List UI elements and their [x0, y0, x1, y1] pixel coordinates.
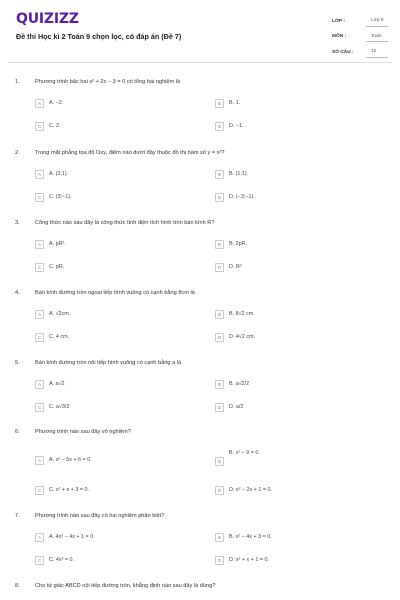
option-b[interactable]: [215, 169, 248, 179]
question-text: Trong mặt phẳng tọa độ Oxy, điểm nào dưới đây thuộc đồ thị hàm số y = x²?: [35, 150, 225, 156]
option-b[interactable]: [215, 239, 247, 249]
header-divider: [8, 62, 392, 63]
option-a[interactable]: [35, 532, 95, 542]
option-text: C. 2.: [49, 123, 61, 129]
option-letter-box: B: [215, 457, 224, 466]
question-number: 1.: [15, 79, 20, 85]
option-d[interactable]: [215, 192, 255, 202]
option-letter-box: C: [35, 193, 44, 202]
option-letter-box: A: [35, 380, 44, 389]
option-text: D. −1.: [229, 123, 244, 129]
meta-value: Toán: [366, 31, 388, 42]
question-text: Phương trình nào sau đây có hai nghiệm phân biệt?: [35, 513, 165, 519]
question-text: Phương trình nào sau đây vô nghiệm?: [35, 429, 131, 435]
option-text: C. x² + x + 3 = 0.: [49, 487, 89, 493]
option-text: A. pR².: [49, 241, 66, 247]
question-number: 8.: [15, 583, 20, 589]
option-text: B. 2pR.: [229, 241, 247, 247]
option-b[interactable]: [215, 309, 255, 319]
option-text: B. 1.: [229, 100, 241, 106]
option-text: D. 4√2 cm.: [229, 334, 256, 340]
option-d[interactable]: [215, 121, 244, 131]
question-text: Bán kính đường tròn ngoại tiếp hình vuông có cạnh bằng 8cm là: [35, 290, 195, 296]
option-letter-box: B: [215, 533, 224, 542]
meta-panel: [332, 14, 388, 61]
option-a[interactable]: [35, 379, 65, 389]
page-title: Đề thi Học kì 2 Toán 9 chọn lọc, có đáp án (Đề 7): [16, 32, 182, 41]
option-text: D. (−3;−1).: [229, 194, 255, 200]
option-letter-box: B: [215, 310, 224, 319]
question-text: Phương trình bậc hai x² + 2x − 3 = 0 có tổng hai nghiệm là: [35, 79, 181, 85]
option-c[interactable]: [35, 485, 89, 495]
option-text: D. R²: [229, 264, 242, 270]
option-letter-box: B: [215, 240, 224, 249]
option-text: D. a/2: [229, 404, 244, 410]
option-letter-box: C: [35, 263, 44, 272]
meta-row-class: [332, 14, 388, 28]
option-letter-box: B: [215, 170, 224, 179]
option-letter-box: A: [35, 310, 44, 319]
option-letter-box: D: [215, 263, 224, 272]
option-text: B. 8√2 cm.: [229, 311, 255, 317]
option-letter-box: D: [215, 486, 224, 495]
option-d[interactable]: [215, 402, 243, 412]
question-number: 6.: [15, 429, 20, 435]
option-c[interactable]: [35, 555, 74, 565]
option-letter-box: A: [35, 456, 44, 465]
quizizz-logo: [16, 11, 79, 27]
option-text: B. a√2/2: [229, 381, 250, 387]
option-d[interactable]: [215, 262, 242, 272]
option-letter-box: A: [35, 533, 44, 542]
option-letter-box: C: [35, 122, 44, 131]
question-text: Bán kính đường tròn nội tiếp hình vuông có cạnh bằng a là: [35, 360, 182, 366]
option-b[interactable]: [215, 379, 249, 389]
option-text: A. −2.: [49, 100, 64, 106]
option-text: A. √2cm.: [49, 311, 71, 317]
option-letter-box: C: [35, 556, 44, 565]
option-c[interactable]: [35, 332, 69, 342]
option-text: C. (3;−1).: [49, 194, 72, 200]
option-text: D. x² − 2x + 1 = 0.: [229, 487, 272, 493]
meta-row-count: [332, 45, 388, 59]
question-number: 7.: [15, 513, 20, 519]
option-b[interactable]: [215, 532, 272, 542]
option-text: B. x² − 9 = 0.: [229, 450, 260, 456]
option-text: A. 4x² − 4x + 1 = 0.: [49, 534, 95, 540]
option-text: C. pR.: [49, 264, 65, 270]
option-letter-box: D: [215, 556, 224, 565]
option-c[interactable]: [35, 192, 72, 202]
question-text: Công thức nào sau đây là công thức tính diện tích hình tròn bán kính R?: [35, 220, 215, 226]
option-text: A. x² − 5x + 6 = 0.: [49, 457, 92, 463]
option-a[interactable]: [35, 169, 68, 179]
option-text: A. (3;1).: [49, 171, 69, 177]
option-letter-box: A: [35, 99, 44, 108]
meta-label: MÔN :: [332, 34, 347, 39]
meta-label: SỐ CÂU :: [332, 49, 354, 55]
option-text: B. (1;1).: [229, 171, 249, 177]
option-a[interactable]: [35, 239, 66, 249]
option-letter-box: B: [215, 99, 224, 108]
option-text: D. x² + x + 1 = 0.: [229, 557, 269, 563]
option-letter-box: C: [35, 333, 44, 342]
option-letter-box: C: [35, 403, 44, 412]
option-d[interactable]: [215, 332, 255, 342]
option-text: A. a√2: [49, 381, 65, 387]
question-text: Cho tứ giác ABCD nội tiếp đường tròn, khẳng định nào sau đây là đúng?: [35, 583, 216, 589]
option-d[interactable]: [215, 555, 269, 565]
option-letter-box: D: [215, 122, 224, 131]
option-a[interactable]: [35, 455, 92, 465]
meta-label: LỚP :: [332, 18, 346, 24]
option-b-box[interactable]: [215, 456, 229, 466]
option-a[interactable]: [35, 309, 70, 319]
option-text: B. x² − 4x + 3 = 0.: [229, 534, 272, 540]
option-letter-box: A: [35, 240, 44, 249]
option-b[interactable]: [215, 98, 240, 108]
logo-text: QUIZIZZ: [16, 11, 79, 27]
option-letter-box: D: [215, 193, 224, 202]
meta-row-subject: [332, 30, 388, 44]
option-text: C. a√3/2: [49, 404, 70, 410]
option-text: C. 4 cm.: [49, 334, 70, 340]
option-c[interactable]: [35, 121, 60, 131]
option-letter-box: D: [215, 333, 224, 342]
option-c[interactable]: [35, 262, 64, 272]
option-letter-box: B: [215, 380, 224, 389]
option-text: C. 4x² = 0.: [49, 557, 75, 563]
option-letter-box: D: [215, 403, 224, 412]
question-number: 4.: [15, 290, 20, 296]
option-letter-box: A: [35, 170, 44, 179]
question-number: 5.: [15, 360, 20, 366]
meta-value: Lớp 9: [366, 16, 388, 27]
option-a[interactable]: [35, 98, 63, 108]
option-c[interactable]: [35, 402, 69, 412]
question-number: 2.: [15, 150, 20, 156]
question-number: 3.: [15, 220, 20, 226]
option-letter-box: C: [35, 486, 44, 495]
option-d[interactable]: [215, 485, 272, 495]
meta-value: 12: [366, 47, 388, 58]
